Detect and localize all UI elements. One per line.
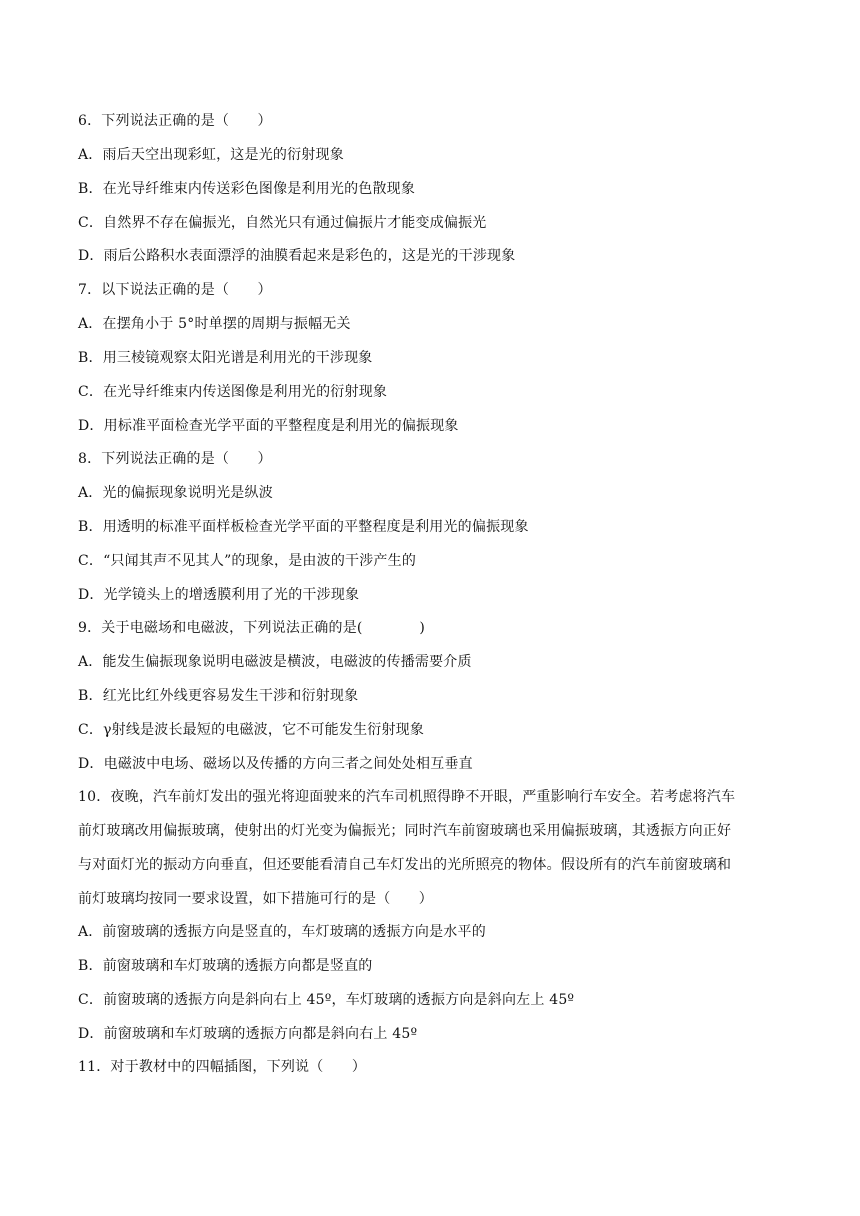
question-10-stem-line-1: 10．夜晚，汽车前灯发出的强光将迎面驶来的汽车司机照得睁不开眼，严重影响行车安全。若考虑将汽车: [78, 789, 736, 805]
question-8-option-a: A．光的偏振现象说明光是纵波: [78, 485, 273, 501]
question-7-option-a: A．在摆角小于 5°时单摆的周期与振幅无关: [78, 316, 351, 332]
question-7-option-b: B．用三棱镜观察太阳光谱是利用光的干涉现象: [78, 350, 373, 366]
question-8-option-d: D．光学镜头上的增透膜利用了光的干涉现象: [78, 587, 360, 603]
question-7-option-c: C．在光导纤维束内传送图像是利用光的衍射现象: [78, 384, 388, 400]
question-7-option-d: D．用标准平面检查光学平面的平整程度是利用光的偏振现象: [78, 418, 459, 434]
question-6-option-d: D．雨后公路积水表面漂浮的油膜看起来是彩色的，这是光的干涉现象: [78, 248, 516, 264]
question-9-option-c: C．γ射线是波长最短的电磁波，它不可能发生衍射现象: [78, 722, 425, 738]
question-10-option-b: B．前窗玻璃和车灯玻璃的透振方向都是竖直的: [78, 958, 373, 974]
question-10-stem-line-3: 与对面灯光的振动方向垂直，但还要能看清自己车灯发出的光所照亮的物体。假设所有的汽车前窗玻璃和: [78, 857, 732, 873]
question-10-stem-line-4: 前灯玻璃均按同一要求设置，如下措施可行的是（ ）: [78, 891, 433, 907]
question-11-stem: 11．对于教材中的四幅插图，下列说（ ）: [78, 1059, 367, 1075]
question-6-stem: 6．下列说法正确的是（ ）: [78, 113, 272, 129]
question-10-option-a: A．前窗玻璃的透振方向是竖直的，车灯玻璃的透振方向是水平的: [78, 924, 486, 940]
question-9-option-b: B．红光比红外线更容易发生干涉和衍射现象: [78, 688, 359, 704]
question-6-option-a: A．雨后天空出现彩虹，这是光的衍射现象: [78, 147, 344, 163]
question-10-option-c: C．前窗玻璃的透振方向是斜向右上 45º，车灯玻璃的透振方向是斜向左上 45º: [78, 992, 575, 1008]
question-7-stem: 7．以下说法正确的是（ ）: [78, 282, 272, 298]
question-8-option-c: C．“只闻其声不见其人”的现象，是由波的干涉产生的: [78, 553, 417, 569]
question-6-option-b: B．在光导纤维束内传送彩色图像是利用光的色散现象: [78, 181, 416, 197]
question-6-option-c: C．自然界不存在偏振光，自然光只有通过偏振片才能变成偏振光: [78, 215, 487, 231]
question-8-option-b: B．用透明的标准平面样板检查光学平面的平整程度是利用光的偏振现象: [78, 519, 529, 535]
question-10-option-d: D．前窗玻璃和车灯玻璃的透振方向都是斜向右上 45º: [78, 1026, 418, 1042]
question-9-option-d: D．电磁波中电场、磁场以及传播的方向三者之间处处相互垂直: [78, 756, 473, 772]
question-9-stem: 9．关于电磁场和电磁波，下列说法正确的是( ): [78, 620, 426, 636]
question-9-option-a: A．能发生偏振现象说明电磁波是横波，电磁波的传播需要介质: [78, 654, 472, 670]
question-8-stem: 8．下列说法正确的是（ ）: [78, 451, 272, 467]
question-10-stem-line-2: 前灯玻璃改用偏振玻璃，使射出的灯光变为偏振光；同时汽车前窗玻璃也采用偏振玻璃，其透振方向正好: [78, 823, 732, 839]
